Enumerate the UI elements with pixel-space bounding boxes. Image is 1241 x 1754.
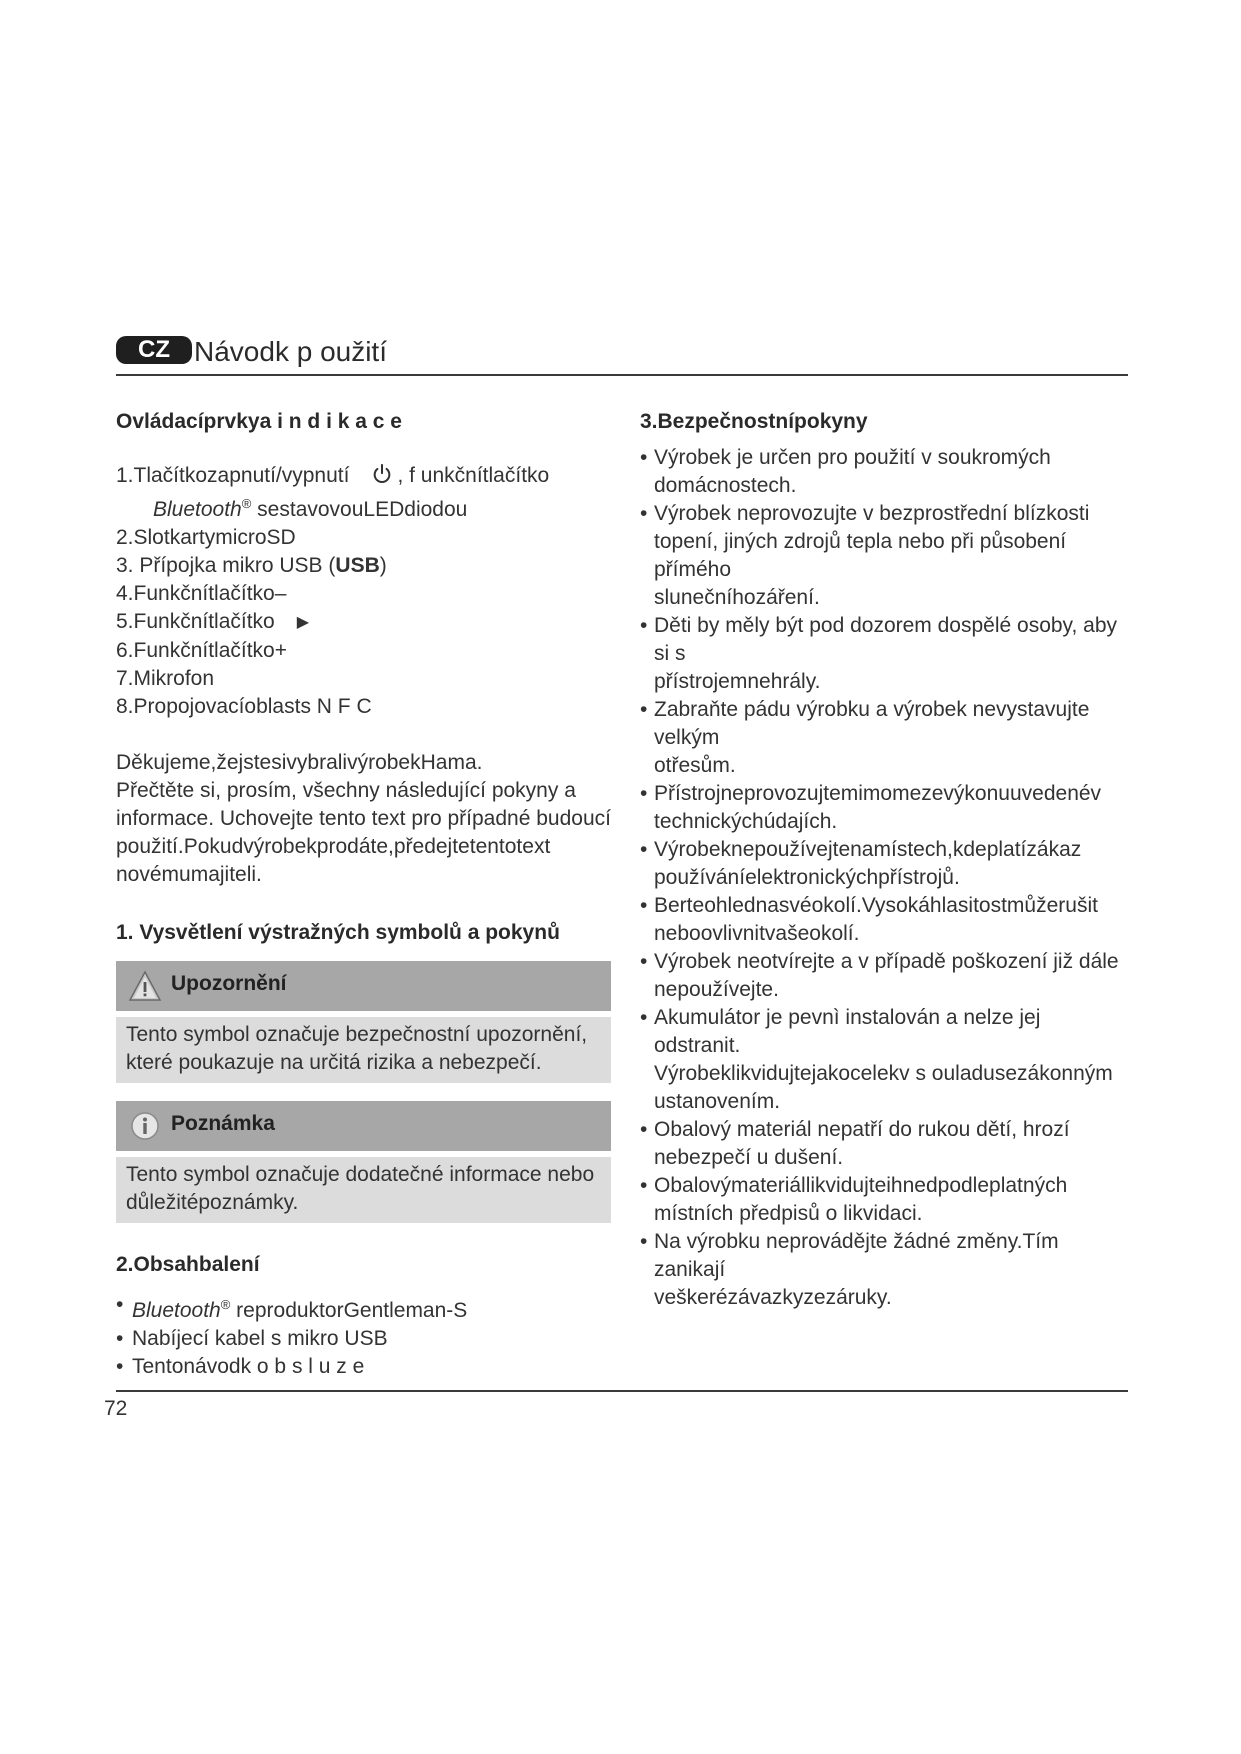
package-item-text: reproduktorGentleman-S bbox=[230, 1299, 468, 1322]
page-header bbox=[116, 333, 1128, 373]
intro-line: novémumajiteli. bbox=[116, 863, 262, 886]
registered-mark: ® bbox=[241, 496, 252, 511]
safety-item bbox=[640, 892, 1130, 948]
control-item-1-cont bbox=[116, 490, 611, 524]
header-divider bbox=[116, 374, 1128, 376]
bluetooth-brand: Bluetooth bbox=[132, 1299, 221, 1322]
control-item-3-label: 3. Přípojka mikro USB ( bbox=[116, 554, 336, 577]
intro-line: použití.Pokudvýrobekprodáte,předejtetentotext bbox=[116, 835, 551, 858]
safety-item bbox=[640, 696, 1130, 780]
safety-item-first-line: • Výrobeknepoužívejtenamístech,kdeplatízákaz bbox=[640, 836, 1130, 864]
symbols-heading: 1. Vysvětlení výstražných symbolů a pokynů bbox=[116, 921, 560, 944]
safety-item bbox=[640, 500, 1130, 612]
page-number: 72 bbox=[104, 1397, 128, 1420]
safety-item bbox=[640, 1116, 1130, 1172]
safety-item-continuation: topení, jiných zdrojů tepla nebo při působení přímého bbox=[654, 530, 1067, 581]
footer-divider bbox=[116, 1390, 1128, 1392]
control-item-1-label: 1.Tlačítkozapnutí/vypnutí bbox=[116, 464, 350, 487]
safety-item-first-line: • Výrobek je určen pro použití v soukromých bbox=[640, 444, 1130, 472]
safety-item-continuation: místních předpisů o likvidaci. bbox=[654, 1202, 923, 1225]
safety-item-first-line: • Berteohlednasvéokolí.Vysokáhlasitostmůžerušit bbox=[640, 892, 1130, 920]
control-item-4: 4.Funkčnítlačítko– bbox=[116, 582, 287, 605]
safety-item-continuation: neboovlivnitvašeokolí. bbox=[654, 922, 860, 945]
control-item-8: 8.Propojovacíoblasts N F C bbox=[116, 695, 372, 718]
control-item-1 bbox=[116, 462, 611, 490]
note-label: Poznámka bbox=[171, 1112, 275, 1135]
control-item-5 bbox=[116, 608, 611, 637]
safety-item-continuation: otřesům. bbox=[654, 754, 736, 777]
intro-line: informace. Uchovejte tento text pro případné budoucí bbox=[116, 807, 611, 830]
safety-item-first-line: • Akumulátor je pevnì instalován a nelze jej odstranit. bbox=[640, 1004, 1130, 1060]
control-item-5-label: 5.Funkčnítlačítko bbox=[116, 610, 275, 633]
safety-item-continuation: domácnostech. bbox=[654, 474, 797, 497]
safety-list bbox=[640, 444, 1130, 1312]
note-box-header bbox=[116, 1101, 611, 1151]
control-item-1-function: , f unkčnítlačítko bbox=[397, 464, 550, 487]
warning-text-line: které poukazuje na určitá rizika a nebezpečí. bbox=[126, 1051, 542, 1074]
language-badge: CZ bbox=[116, 336, 192, 364]
safety-heading: 3.Bezpečnostnípokyny bbox=[640, 410, 868, 433]
safety-item-continuation: používáníelektronickýchpřístrojů. bbox=[654, 866, 960, 889]
safety-item-first-line: • Obalovýmateriállikvidujteihnedpodleplatných bbox=[640, 1172, 1130, 1200]
note-text-line: důležitépoznámky. bbox=[126, 1191, 299, 1214]
safety-item bbox=[640, 1004, 1130, 1116]
safety-item-first-line: • Obalový materiál nepatří do rukou dětí, hrozí bbox=[640, 1116, 1130, 1144]
safety-item-first-line: • Výrobek neprovozujte v bezprostřední blízkosti bbox=[640, 500, 1130, 528]
intro-paragraph bbox=[116, 749, 611, 889]
safety-item-continuation: technickýchúdajích. bbox=[654, 810, 838, 833]
warning-icon bbox=[128, 970, 162, 1002]
bluetooth-brand: Bluetooth bbox=[153, 498, 242, 521]
play-icon: ▶ bbox=[296, 614, 310, 631]
usb-label: USB bbox=[335, 554, 380, 577]
control-item-7: 7.Mikrofon bbox=[116, 667, 215, 690]
right-column bbox=[640, 408, 1130, 1312]
control-item-1-led: sestavovouLEDdiodou bbox=[251, 498, 468, 521]
safety-item-first-line: • Na výrobku neprovádějte žádné změny.Tím zanikají bbox=[640, 1228, 1130, 1284]
safety-item-continuation: ustanovením. bbox=[654, 1090, 781, 1113]
safety-item-continuation: slunečníhozáření. bbox=[654, 586, 820, 609]
package-item bbox=[116, 1291, 611, 1325]
section-package-contents bbox=[116, 1251, 611, 1381]
safety-item-continuation: nepoužívejte. bbox=[654, 978, 779, 1001]
warning-box-body bbox=[116, 1017, 611, 1083]
registered-mark: ® bbox=[220, 1297, 231, 1312]
control-item-6: 6.Funkčnítlačítko+ bbox=[116, 639, 288, 662]
warning-text-line: Tento symbol označuje bezpečnostní upozornění, bbox=[126, 1023, 588, 1046]
safety-item-first-line: • Zabraňte pádu výrobku a výrobek nevystavujte velkým bbox=[640, 696, 1130, 752]
power-icon bbox=[371, 463, 393, 485]
safety-item-continuation: veškerézávazkyzezáruky. bbox=[654, 1286, 892, 1309]
controls-list bbox=[116, 462, 611, 721]
safety-item bbox=[640, 780, 1130, 836]
safety-item-continuation: nebezpečí u dušení. bbox=[654, 1146, 844, 1169]
note-box-body bbox=[116, 1157, 611, 1223]
intro-line: Přečtěte si, prosím, všechny následující pokyny a bbox=[116, 779, 576, 802]
page-title: Návodk p oužití bbox=[194, 336, 387, 367]
left-column bbox=[116, 408, 611, 1381]
safety-item bbox=[640, 836, 1130, 892]
safety-item-continuation: Výrobeklikvidujtejakocelekv s ouladusezákonným bbox=[654, 1062, 1113, 1085]
safety-item bbox=[640, 612, 1130, 696]
package-list bbox=[116, 1291, 611, 1381]
safety-item-continuation: přístrojemnehrály. bbox=[654, 670, 821, 693]
safety-item-first-line: • Děti by měly být pod dozorem dospělé osoby, aby si s bbox=[640, 612, 1130, 668]
package-item: • Nabíjecí kabel s mikro USB bbox=[116, 1325, 611, 1353]
safety-item-first-line: • Výrobek neotvírejte a v případě poškození již dále bbox=[640, 948, 1130, 976]
control-item-2: 2.SlotkartymicroSD bbox=[116, 526, 296, 549]
safety-item-first-line: • Přístrojneprovozujtemimomezevýkonuuvedenév bbox=[640, 780, 1130, 808]
safety-item bbox=[640, 948, 1130, 1004]
control-item-3 bbox=[116, 552, 611, 580]
section-symbols bbox=[116, 919, 611, 1223]
safety-item bbox=[640, 1172, 1130, 1228]
info-icon bbox=[128, 1110, 162, 1142]
intro-line: Děkujeme,žejstesivybralivýrobekHama. bbox=[116, 751, 483, 774]
warning-label: Upozornění bbox=[171, 972, 287, 995]
controls-heading: Ovládacíprvkya i n d i k a c e bbox=[116, 410, 402, 433]
package-item: • Tentonávodk o b s l u z e bbox=[116, 1353, 611, 1381]
note-text-line: Tento symbol označuje dodatečné informace nebo bbox=[126, 1163, 595, 1186]
package-heading: 2.Obsahbalení bbox=[116, 1253, 260, 1276]
safety-item bbox=[640, 444, 1130, 500]
warning-box-header bbox=[116, 961, 611, 1011]
control-item-3-close: ) bbox=[379, 554, 387, 577]
safety-item bbox=[640, 1228, 1130, 1312]
